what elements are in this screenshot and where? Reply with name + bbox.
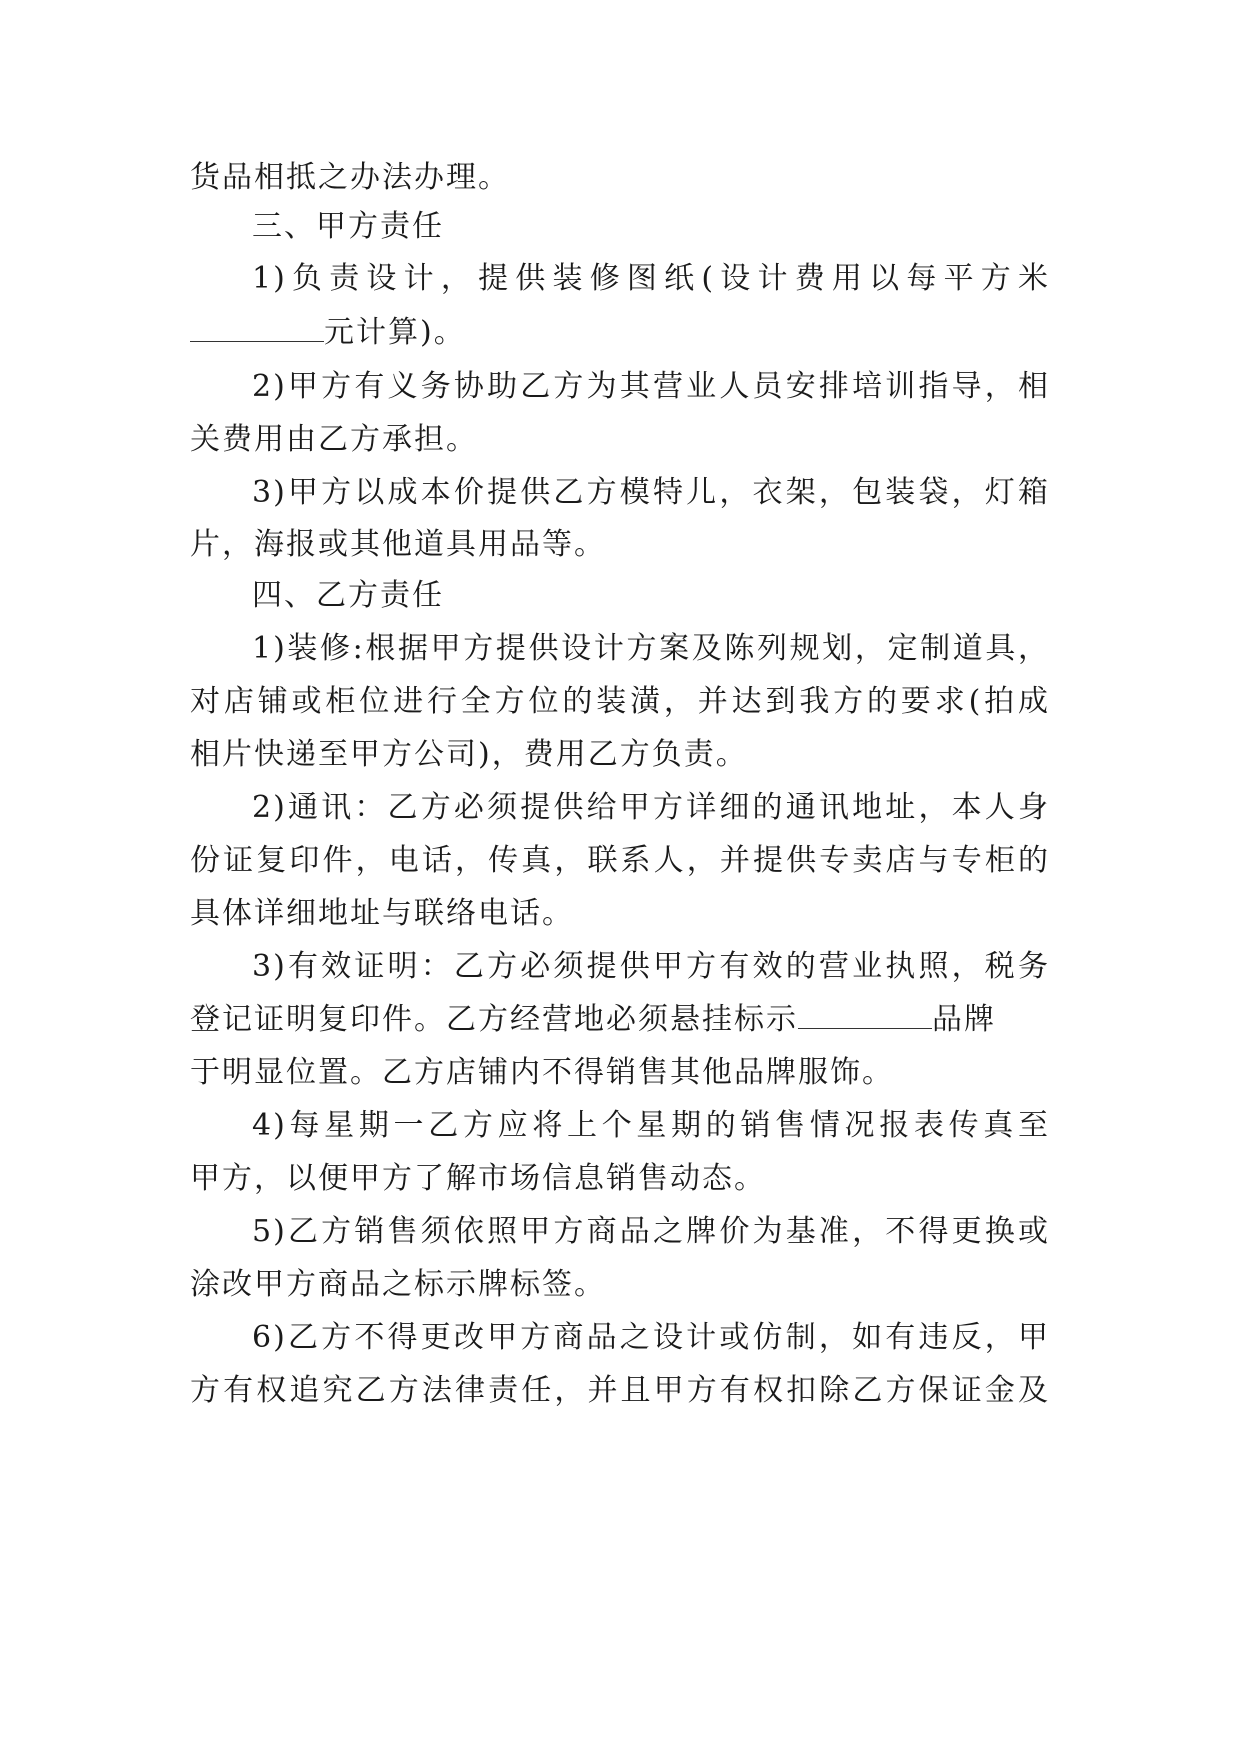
section-heading-party-b: 四、乙方责任 (252, 578, 444, 613)
paragraph-line: 对店铺或柜位进行全方位的装潢，并达到我方的要求(拍成 (190, 684, 1050, 719)
paragraph-text: 品牌 (932, 1002, 996, 1037)
paragraph-line: 涂改甲方商品之标示牌标签。 (190, 1267, 606, 1302)
paragraph-line: 方有权追究乙方法律责任，并且甲方有权扣除乙方保证金及 (190, 1373, 1050, 1408)
paragraph-line: 关费用由乙方承担。 (190, 422, 478, 457)
paragraph-line: 3)甲方以成本价提供乙方模特儿，衣架，包装袋，灯箱 (252, 475, 1050, 510)
paragraph-line: 5)乙方销售须依照甲方商品之牌价为基准，不得更换或 (252, 1214, 1050, 1249)
paragraph-line: 具体详细地址与联络电话。 (190, 896, 574, 931)
paragraph-line: 2)甲方有义务协助乙方为其营业人员安排培训指导，相 (252, 369, 1050, 404)
paragraph-line: 于明显位置。乙方店铺内不得销售其他品牌服饰。 (190, 1055, 894, 1090)
paragraph-line-with-blank (190, 313, 466, 353)
paragraph-line: 1)装修:根据甲方提供设计方案及陈列规划，定制道具， (252, 631, 1050, 666)
paragraph-line: 1)负责设计，提供装修图纸(设计费用以每平方米 (252, 261, 1050, 296)
section-heading-party-a: 三、甲方责任 (252, 209, 444, 244)
paragraph-text: 元计算)。 (324, 315, 466, 350)
paragraph-line: 6)乙方不得更改甲方商品之设计或仿制，如有违反，甲 (252, 1320, 1050, 1355)
paragraph-line-with-blank (190, 1000, 996, 1040)
paragraph-line: 片，海报或其他道具用品等。 (190, 527, 606, 562)
fill-in-blank (798, 1002, 932, 1029)
paragraph-line: 甲方，以便甲方了解市场信息销售动态。 (190, 1161, 766, 1196)
paragraph-line: 4)每星期一乙方应将上个星期的销售情况报表传真至 (252, 1108, 1050, 1143)
paragraph-line: 3)有效证明：乙方必须提供甲方有效的营业执照，税务 (252, 949, 1050, 984)
fill-in-blank (190, 315, 324, 342)
paragraph-line: 份证复印件，电话，传真，联系人，并提供专卖店与专柜的 (190, 843, 1050, 878)
paragraph-text: 登记证明复印件。乙方经营地必须悬挂标示 (190, 1002, 798, 1037)
paragraph-line: 货品相抵之办法办理。 (190, 160, 510, 195)
paragraph-line: 2)通讯：乙方必须提供给甲方详细的通讯地址，本人身 (252, 790, 1050, 825)
paragraph-line: 相片快递至甲方公司)，费用乙方负责。 (190, 737, 748, 772)
